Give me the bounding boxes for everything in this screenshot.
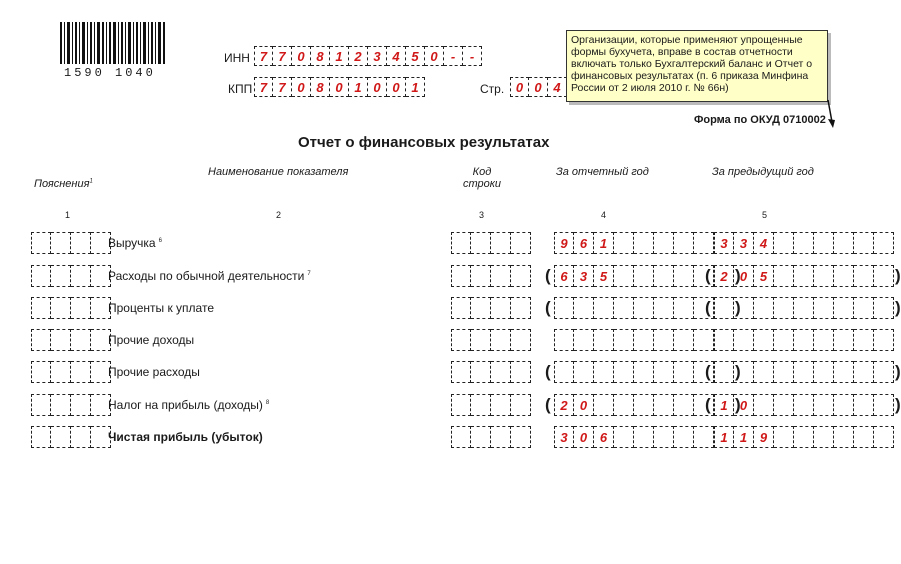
previous-value-cell[interactable] xyxy=(874,265,894,287)
row-label xyxy=(108,269,311,283)
row-label xyxy=(108,301,214,315)
notes-boxes xyxy=(31,361,111,383)
inn-digit[interactable]: 7 xyxy=(273,46,292,66)
notes-cell[interactable] xyxy=(31,265,51,287)
open-paren: ( xyxy=(705,395,711,414)
code-cell[interactable] xyxy=(451,361,471,383)
open-paren: ( xyxy=(545,395,551,414)
current-value-cell[interactable]: 6 xyxy=(574,232,594,254)
current-value-cell[interactable]: 9 xyxy=(554,232,574,254)
previous-value-boxes xyxy=(714,426,894,448)
current-value-cell[interactable] xyxy=(634,361,654,383)
current-value-cell[interactable] xyxy=(614,265,634,287)
current-value-cell[interactable] xyxy=(554,297,574,319)
row-label xyxy=(108,365,200,379)
previous-value-cell[interactable] xyxy=(794,232,814,254)
previous-value-cell[interactable] xyxy=(774,329,794,351)
current-value-cell[interactable] xyxy=(654,394,674,416)
notes-cell[interactable] xyxy=(51,265,71,287)
close-paren: ) xyxy=(735,266,741,285)
row-label-text: Чистая прибыль (убыток) xyxy=(108,430,263,444)
notes-cell[interactable] xyxy=(51,426,71,448)
col-notes-header xyxy=(34,178,93,190)
code-cell[interactable] xyxy=(471,265,491,287)
notes-cell[interactable] xyxy=(71,361,91,383)
current-value-boxes xyxy=(554,232,734,254)
previous-value-cell[interactable]: 2 xyxy=(714,265,734,287)
col-num-5: 5 xyxy=(762,210,768,220)
previous-value-cell[interactable] xyxy=(794,265,814,287)
code-boxes xyxy=(451,297,531,319)
previous-value-cell[interactable]: 3 xyxy=(714,232,734,254)
current-value-cell[interactable] xyxy=(654,361,674,383)
code-cell[interactable] xyxy=(451,426,471,448)
previous-value-cell[interactable] xyxy=(814,394,834,416)
current-value-cell[interactable] xyxy=(614,329,634,351)
current-value-cell[interactable] xyxy=(654,329,674,351)
current-value-cell[interactable] xyxy=(614,297,634,319)
code-cell[interactable] xyxy=(511,394,531,416)
row-label-text: Выручка xyxy=(108,236,156,250)
code-cell[interactable] xyxy=(451,297,471,319)
current-value-cell[interactable] xyxy=(654,297,674,319)
inn-digit[interactable]: 3 xyxy=(368,46,387,66)
kpp-digit[interactable]: 7 xyxy=(254,77,273,97)
current-value-cell[interactable] xyxy=(694,297,714,319)
notes-cell[interactable] xyxy=(51,297,71,319)
notes-cell[interactable] xyxy=(71,265,91,287)
current-value-cell[interactable] xyxy=(694,265,714,287)
row-label-text: Прочие расходы xyxy=(108,365,200,379)
row-footnote-ref: 7 xyxy=(307,271,311,277)
current-value-cell[interactable] xyxy=(574,297,594,319)
notes-cell[interactable] xyxy=(71,232,91,254)
code-boxes xyxy=(451,265,531,287)
previous-value-cell[interactable] xyxy=(834,394,854,416)
notes-cell[interactable] xyxy=(71,329,91,351)
current-value-cell[interactable] xyxy=(574,361,594,383)
col-num-2: 2 xyxy=(276,210,282,220)
notes-cell[interactable] xyxy=(51,232,71,254)
inn-digit[interactable]: - xyxy=(444,46,463,66)
notes-boxes xyxy=(31,232,111,254)
previous-value-boxes xyxy=(714,297,894,319)
current-value-cell[interactable]: 6 xyxy=(594,426,614,448)
col-code-line2: строки xyxy=(462,178,502,190)
current-value-cell[interactable] xyxy=(594,394,614,416)
inn-digit[interactable]: 5 xyxy=(406,46,425,66)
previous-value-cell[interactable]: 0 xyxy=(734,265,754,287)
previous-value-cell[interactable] xyxy=(734,297,754,319)
row-label xyxy=(108,333,194,347)
previous-value-cell[interactable] xyxy=(734,361,754,383)
code-cell[interactable] xyxy=(471,394,491,416)
code-cell[interactable] xyxy=(491,265,511,287)
page-boxes xyxy=(510,77,567,97)
col-code-header xyxy=(460,166,504,190)
code-boxes xyxy=(451,232,531,254)
col-num-1: 1 xyxy=(65,210,71,220)
previous-value-cell[interactable]: 4 xyxy=(754,232,774,254)
code-cell[interactable] xyxy=(511,426,531,448)
previous-value-boxes xyxy=(714,232,894,254)
current-value-cell[interactable]: 0 xyxy=(574,394,594,416)
current-value-boxes xyxy=(554,329,734,351)
current-value-cell[interactable]: 1 xyxy=(594,232,614,254)
previous-value-boxes xyxy=(714,394,894,416)
col-name-header: Наименование показателя xyxy=(208,166,349,178)
code-cell[interactable] xyxy=(471,297,491,319)
row-label xyxy=(108,236,162,250)
close-paren: ) xyxy=(895,395,901,414)
current-value-cell[interactable]: 0 xyxy=(574,426,594,448)
code-cell[interactable] xyxy=(491,426,511,448)
previous-value-cell[interactable] xyxy=(754,297,774,319)
previous-value-cell[interactable] xyxy=(854,265,874,287)
code-cell[interactable] xyxy=(511,297,531,319)
previous-value-cell[interactable] xyxy=(834,265,854,287)
previous-value-cell[interactable] xyxy=(754,361,774,383)
kpp-digit[interactable]: 0 xyxy=(330,77,349,97)
code-cell[interactable] xyxy=(491,394,511,416)
current-value-cell[interactable] xyxy=(674,232,694,254)
previous-value-cell[interactable] xyxy=(734,329,754,351)
close-paren: ) xyxy=(895,362,901,381)
notes-cell[interactable] xyxy=(71,426,91,448)
previous-value-cell[interactable] xyxy=(814,329,834,351)
row-footnote-ref: 8 xyxy=(265,400,270,406)
previous-value-cell[interactable]: 0 xyxy=(734,394,754,416)
kpp-boxes xyxy=(254,77,425,97)
code-cell[interactable] xyxy=(511,265,531,287)
close-paren: ) xyxy=(895,266,901,285)
barcode xyxy=(60,22,166,64)
row-footnote-ref: 6 xyxy=(158,238,162,244)
previous-value-cell[interactable] xyxy=(854,297,874,319)
kpp-digit[interactable]: 8 xyxy=(311,77,330,97)
previous-value-cell[interactable] xyxy=(834,361,854,383)
previous-value-cell[interactable] xyxy=(874,329,894,351)
code-cell[interactable] xyxy=(491,329,511,351)
current-value-cell[interactable] xyxy=(694,232,714,254)
form-code: Форма по ОКУД 0710002 xyxy=(694,114,826,126)
previous-value-cell[interactable] xyxy=(774,232,794,254)
row-label-text: Проценты к уплате xyxy=(108,301,214,315)
current-value-cell[interactable] xyxy=(594,297,614,319)
arrow-down-icon xyxy=(826,100,836,128)
current-value-cell[interactable] xyxy=(614,426,634,448)
inn-digit[interactable]: 1 xyxy=(330,46,349,66)
notes-boxes xyxy=(31,329,111,351)
col-notes-label: Пояснения xyxy=(34,178,90,190)
inn-digit[interactable]: 0 xyxy=(425,46,444,66)
col-num-3: 3 xyxy=(479,210,485,220)
current-value-cell[interactable] xyxy=(614,232,634,254)
notes-cell[interactable] xyxy=(31,394,51,416)
col-code-line1: Код xyxy=(472,166,492,178)
kpp-digit[interactable]: 0 xyxy=(368,77,387,97)
previous-value-cell[interactable] xyxy=(874,361,894,383)
notes-cell[interactable] xyxy=(71,297,91,319)
previous-value-cell[interactable] xyxy=(834,329,854,351)
row-label xyxy=(108,430,263,444)
current-value-boxes xyxy=(554,426,734,448)
previous-value-cell[interactable] xyxy=(754,329,774,351)
previous-value-cell[interactable] xyxy=(814,232,834,254)
current-value-cell[interactable] xyxy=(694,329,714,351)
code-cell[interactable] xyxy=(511,329,531,351)
close-paren: ) xyxy=(735,298,741,317)
current-value-cell[interactable]: 6 xyxy=(554,265,574,287)
code-boxes xyxy=(451,329,531,351)
previous-value-cell[interactable] xyxy=(794,329,814,351)
inn-boxes xyxy=(254,46,482,66)
current-value-cell[interactable] xyxy=(574,329,594,351)
inn-digit[interactable]: 7 xyxy=(254,46,273,66)
current-value-cell[interactable] xyxy=(694,361,714,383)
previous-value-cell[interactable] xyxy=(754,394,774,416)
previous-value-cell[interactable]: 3 xyxy=(734,232,754,254)
notes-cell[interactable] xyxy=(31,232,51,254)
previous-value-cell[interactable] xyxy=(874,394,894,416)
previous-value-boxes xyxy=(714,265,894,287)
inn-digit[interactable]: 8 xyxy=(311,46,330,66)
current-value-cell[interactable] xyxy=(694,426,714,448)
code-cell[interactable] xyxy=(491,232,511,254)
previous-value-cell[interactable] xyxy=(774,361,794,383)
current-value-cell[interactable] xyxy=(654,426,674,448)
inn-digit[interactable]: 0 xyxy=(292,46,311,66)
previous-value-cell[interactable] xyxy=(794,426,814,448)
previous-value-cell[interactable] xyxy=(834,232,854,254)
page-digit[interactable]: 0 xyxy=(510,77,529,97)
code-cell[interactable] xyxy=(511,232,531,254)
previous-value-cell[interactable] xyxy=(834,297,854,319)
barcode-number: 1590 1040 xyxy=(64,66,156,80)
col-previous-header: За предыдущий год xyxy=(712,166,814,178)
previous-value-cell[interactable] xyxy=(774,426,794,448)
page-title: Отчет о финансовых результатах xyxy=(298,134,550,151)
previous-value-cell[interactable] xyxy=(814,426,834,448)
kpp-digit[interactable]: 1 xyxy=(406,77,425,97)
open-paren: ( xyxy=(705,266,711,285)
current-value-cell[interactable] xyxy=(674,265,694,287)
previous-value-cell[interactable] xyxy=(774,265,794,287)
current-value-cell[interactable] xyxy=(694,394,714,416)
current-value-cell[interactable] xyxy=(634,394,654,416)
previous-value-cell[interactable] xyxy=(714,297,734,319)
previous-value-cell[interactable] xyxy=(874,297,894,319)
notes-boxes xyxy=(31,394,111,416)
current-value-cell[interactable] xyxy=(594,361,614,383)
previous-value-cell[interactable] xyxy=(714,361,734,383)
current-value-cell[interactable] xyxy=(654,232,674,254)
previous-value-cell[interactable]: 9 xyxy=(754,426,774,448)
notes-cell[interactable] xyxy=(31,329,51,351)
code-cell[interactable] xyxy=(451,265,471,287)
previous-value-cell[interactable]: 1 xyxy=(734,426,754,448)
current-value-cell[interactable]: 5 xyxy=(594,265,614,287)
close-paren: ) xyxy=(895,298,901,317)
current-value-cell[interactable] xyxy=(674,329,694,351)
current-value-cell[interactable] xyxy=(634,329,654,351)
code-boxes xyxy=(451,426,531,448)
inn-digit[interactable]: 2 xyxy=(349,46,368,66)
previous-value-cell[interactable]: 1 xyxy=(714,426,734,448)
open-paren: ( xyxy=(545,298,551,317)
previous-value-cell[interactable] xyxy=(814,265,834,287)
current-value-cell[interactable] xyxy=(674,361,694,383)
current-value-cell[interactable] xyxy=(634,426,654,448)
current-value-cell[interactable] xyxy=(634,232,654,254)
current-value-cell[interactable] xyxy=(674,297,694,319)
previous-value-cell[interactable] xyxy=(794,297,814,319)
kpp-digit[interactable]: 1 xyxy=(349,77,368,97)
row-label xyxy=(108,398,269,412)
col-notes-sup: 1 xyxy=(89,178,93,185)
previous-value-cell[interactable] xyxy=(854,394,874,416)
open-paren: ( xyxy=(705,298,711,317)
kpp-digit[interactable]: 7 xyxy=(273,77,292,97)
previous-value-cell[interactable] xyxy=(814,361,834,383)
page-digit[interactable]: 0 xyxy=(529,77,548,97)
kpp-digit[interactable]: 0 xyxy=(292,77,311,97)
inn-digit[interactable]: - xyxy=(463,46,482,66)
previous-value-cell[interactable] xyxy=(774,394,794,416)
notes-cell[interactable] xyxy=(31,297,51,319)
notes-cell[interactable] xyxy=(31,361,51,383)
previous-value-boxes xyxy=(714,329,894,351)
notes-cell[interactable] xyxy=(31,426,51,448)
previous-value-boxes xyxy=(714,361,894,383)
previous-value-cell[interactable] xyxy=(814,297,834,319)
code-boxes xyxy=(451,394,531,416)
notes-cell[interactable] xyxy=(51,394,71,416)
previous-value-cell[interactable] xyxy=(874,232,894,254)
current-value-cell[interactable] xyxy=(674,426,694,448)
inn-label: ИНН xyxy=(224,51,250,65)
code-cell[interactable] xyxy=(451,232,471,254)
page-digit[interactable]: 4 xyxy=(548,77,567,97)
notes-cell[interactable] xyxy=(51,361,71,383)
previous-value-cell[interactable]: 5 xyxy=(754,265,774,287)
code-cell[interactable] xyxy=(471,232,491,254)
close-paren: ) xyxy=(735,362,741,381)
current-value-cell[interactable]: 3 xyxy=(554,426,574,448)
previous-value-cell[interactable] xyxy=(854,426,874,448)
code-cell[interactable] xyxy=(471,329,491,351)
current-value-cell[interactable] xyxy=(554,329,574,351)
row-label-text: Налог на прибыль (доходы) xyxy=(108,398,263,412)
notes-boxes xyxy=(31,297,111,319)
previous-value-cell[interactable] xyxy=(854,329,874,351)
inn-digit[interactable]: 4 xyxy=(387,46,406,66)
code-boxes xyxy=(451,361,531,383)
previous-value-cell[interactable] xyxy=(834,426,854,448)
row-label-text: Прочие доходы xyxy=(108,333,195,347)
note-tooltip: Организации, которые применяют упрощенные формы бухучета, вправе в состав отчетности включать только Бухгалтерский баланс и Отчет о финансовых результатах (п. 6 приказа Минфина России от 2 июля 2010 г. № 66н) xyxy=(566,30,828,102)
previous-value-cell[interactable] xyxy=(774,297,794,319)
current-value-cell[interactable] xyxy=(654,265,674,287)
close-paren: ) xyxy=(735,395,741,414)
code-cell[interactable] xyxy=(491,361,511,383)
code-cell[interactable] xyxy=(511,361,531,383)
previous-value-cell[interactable] xyxy=(794,361,814,383)
notes-cell[interactable] xyxy=(71,394,91,416)
current-value-cell[interactable] xyxy=(614,361,634,383)
kpp-label: КПП xyxy=(228,82,253,96)
code-cell[interactable] xyxy=(491,297,511,319)
open-paren: ( xyxy=(545,266,551,285)
previous-value-cell[interactable] xyxy=(874,426,894,448)
current-value-cell[interactable] xyxy=(594,329,614,351)
current-value-cell[interactable]: 3 xyxy=(574,265,594,287)
current-value-cell[interactable]: 2 xyxy=(554,394,574,416)
previous-value-cell[interactable] xyxy=(794,394,814,416)
col-num-4: 4 xyxy=(601,210,607,220)
previous-value-cell[interactable] xyxy=(854,232,874,254)
current-value-cell[interactable] xyxy=(674,394,694,416)
current-value-cell[interactable] xyxy=(614,394,634,416)
row-label-text: Расходы по обычной деятельности xyxy=(108,269,305,283)
previous-value-cell[interactable]: 1 xyxy=(714,394,734,416)
current-value-cell[interactable] xyxy=(554,361,574,383)
col-current-header: За отчетный год xyxy=(556,166,649,178)
notes-boxes xyxy=(31,426,111,448)
notes-cell[interactable] xyxy=(51,329,71,351)
open-paren: ( xyxy=(705,362,711,381)
code-cell[interactable] xyxy=(471,426,491,448)
code-cell[interactable] xyxy=(471,361,491,383)
code-cell[interactable] xyxy=(451,329,471,351)
kpp-digit[interactable]: 0 xyxy=(387,77,406,97)
previous-value-cell[interactable] xyxy=(854,361,874,383)
current-value-cell[interactable] xyxy=(634,265,654,287)
open-paren: ( xyxy=(545,362,551,381)
notes-boxes xyxy=(31,265,111,287)
current-value-cell[interactable] xyxy=(634,297,654,319)
page-label: Стр. xyxy=(480,82,505,96)
previous-value-cell[interactable] xyxy=(714,329,734,351)
code-cell[interactable] xyxy=(451,394,471,416)
